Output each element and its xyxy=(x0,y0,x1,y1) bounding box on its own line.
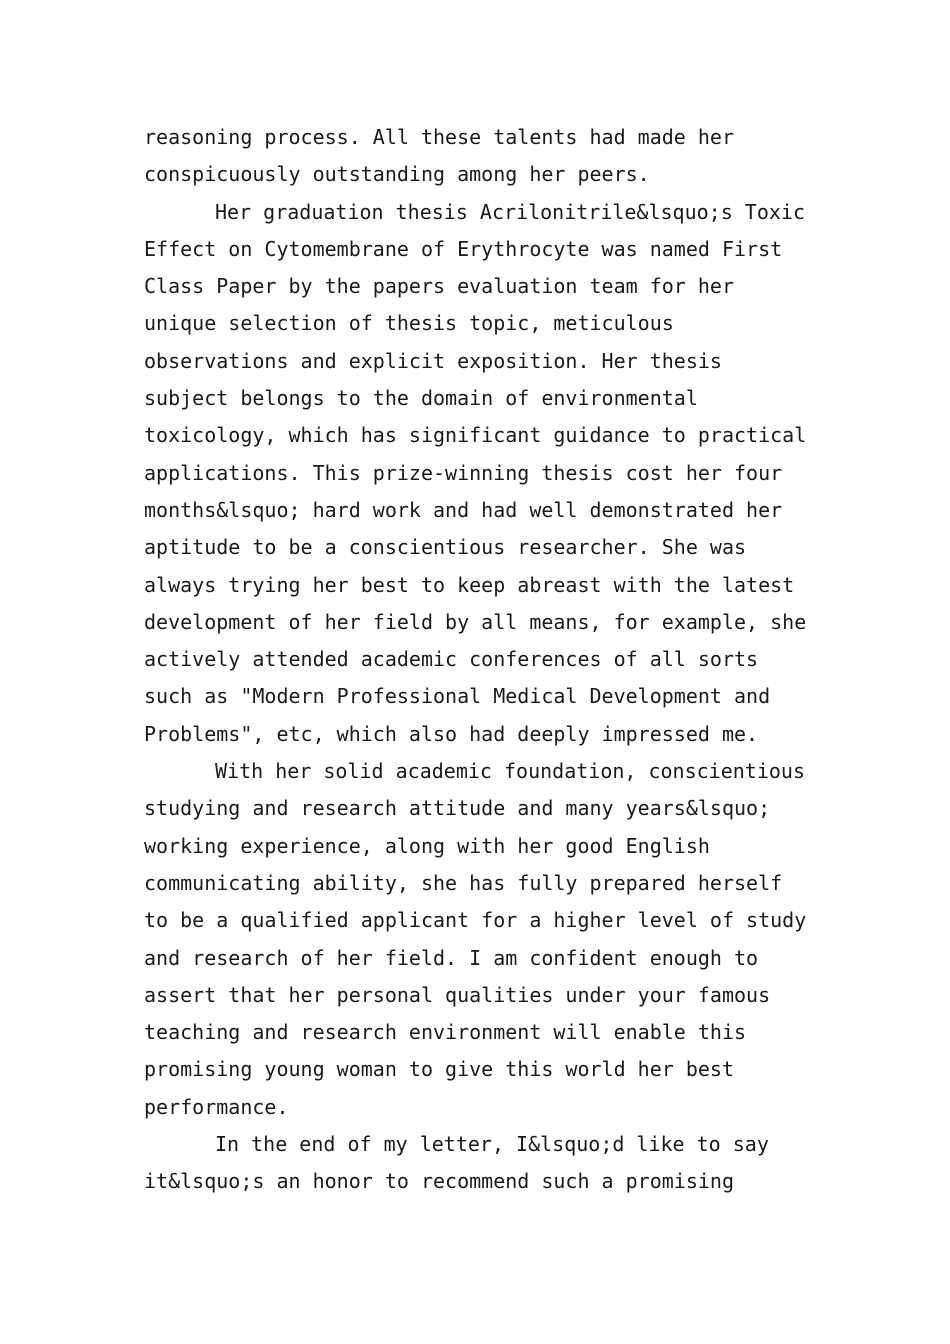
text-line: toxicology, which has significant guidance to practical xyxy=(144,423,807,448)
text-line: working experience, along with her good English xyxy=(144,833,710,858)
text-line: reasoning process. All these talents had made her xyxy=(144,125,735,149)
text-line: applications. This prize-winning thesis cost her four xyxy=(144,460,783,485)
text-line: conspicuously outstanding among her peers. xyxy=(144,162,650,187)
text-line: In the end of my letter, I&lsquo;d like to say xyxy=(215,1132,769,1157)
text-line: to be a qualified applicant for a higher level of study xyxy=(144,908,807,933)
text-line: aptitude to be a conscientious researcher. She was xyxy=(144,535,747,560)
text-line: assert that her personal qualities under your famous xyxy=(144,982,771,1007)
text-line: promising young woman to give this world her best xyxy=(144,1057,735,1082)
text-line: such as "Modern Professional Medical Development and xyxy=(144,684,771,709)
text-line: always trying her best to keep abreast with the latest xyxy=(144,572,795,597)
text-line: teaching and research environment will enable this xyxy=(144,1020,747,1045)
letter-body xyxy=(144,119,824,1201)
text-line: subject belongs to the domain of environmental xyxy=(144,386,698,411)
text-line: With her solid academic foundation, conscientious xyxy=(215,759,806,784)
text-line: Problems", etc, which also had deeply impressed me. xyxy=(144,721,759,746)
text-line: development of her field by all means, for example, she xyxy=(144,609,807,634)
text-line: actively attended academic conferences of all sorts xyxy=(144,647,759,672)
text-line: it&lsquo;s an honor to recommend such a promising xyxy=(144,1169,735,1194)
text-line: Class Paper by the papers evaluation team for her xyxy=(144,274,735,299)
text-line: months&lsquo; hard work and had well demonstrated her xyxy=(144,497,783,522)
text-line: unique selection of thesis topic, meticulous xyxy=(144,311,674,336)
text-line: communicating ability, she has fully prepared herself xyxy=(144,870,783,895)
text-line: observations and explicit exposition. Her thesis xyxy=(144,348,722,373)
text-line: Her graduation thesis Acrilonitrile&lsquo;s Toxic xyxy=(215,199,806,224)
text-line: studying and research attitude and many years&lsquo; xyxy=(144,796,771,821)
text-line: and research of her field. I am confident enough to xyxy=(144,945,759,970)
text-line: Effect on Cytomembrane of Erythrocyte was named First xyxy=(144,236,783,261)
text-line: performance. xyxy=(144,1094,289,1119)
